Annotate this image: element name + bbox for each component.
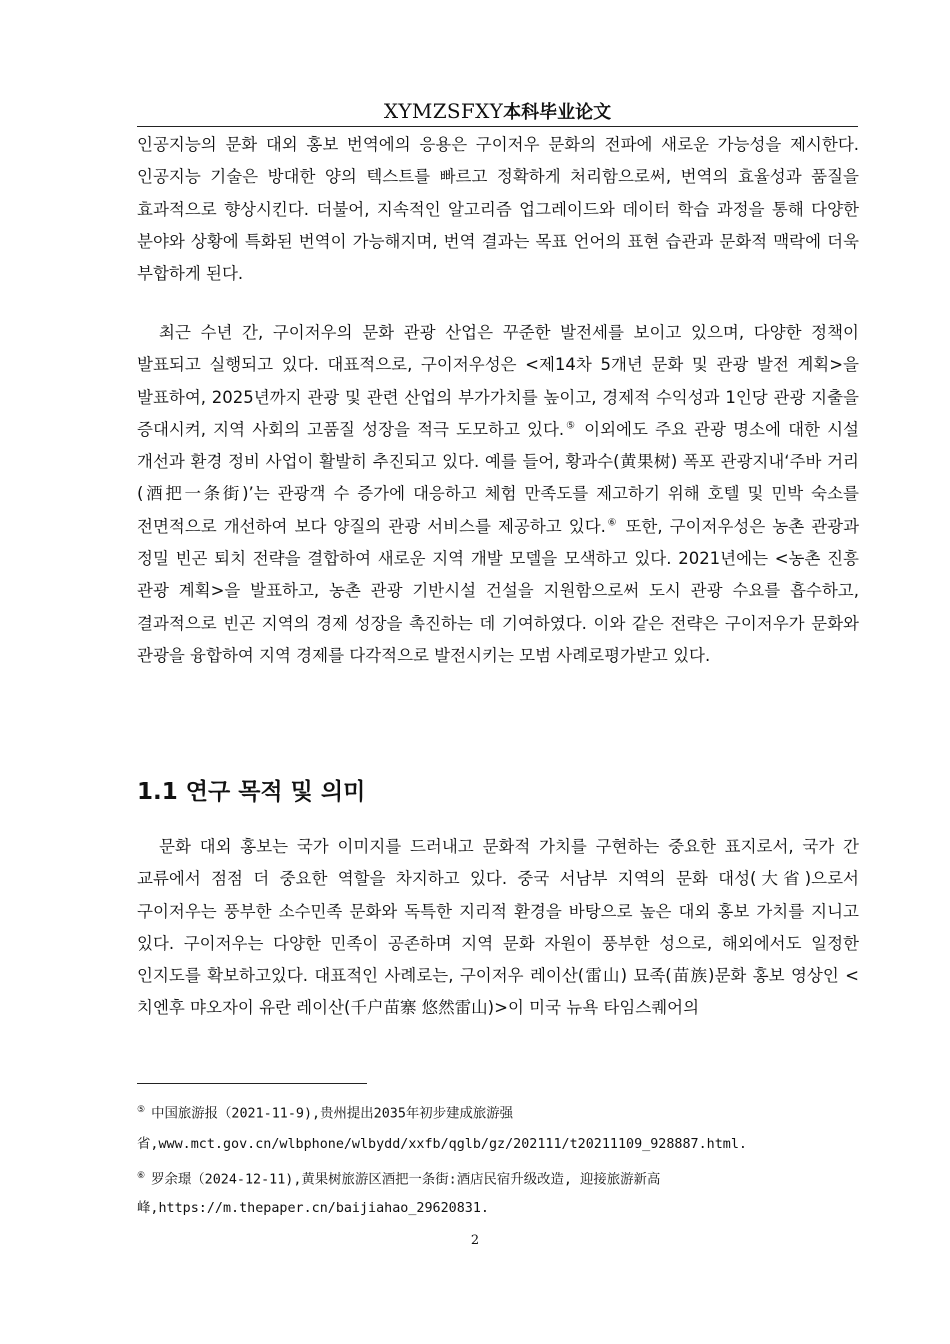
paragraph-cultural-promotion: 문화 대외 홍보는 국가 이미지를 드러내고 문화적 가치를 구현하는 중요한 표지로서, 국가 간 교류에서 점점 더 중요한 역할을 차지하고 있다. 중국 서남부 지역의 문화 대성(大省)으로서 구이저우는 풍부한 소수민족 문화와 독특한 지리적 환경을 바탕으로 높은 대외 홍보 가치를 지니고 있다. 구이저우는 다양한 민족이 공존하며 지역 문화 자원이 풍부한 성으로, 해외에서도 일정한 인지도를 확보하고있다. 대표적인 사례로는, 구이저우 레이산(雷山) 묘족(苗族)문화 홍보 영상인 <치엔후 먀오자이 유란 레이산(千户苗寨 悠然雷山)>이 미국 뉴욕 타임스퀘어의 xyxy=(137,837,859,1018)
header-title: 本科毕业论文 xyxy=(503,102,612,123)
header-code: XYMZSFXY xyxy=(383,99,504,123)
footnote-mark: ⑥ xyxy=(137,1171,146,1181)
footnote-6-url[interactable]: 峰,https://m.thepaper.cn/baijiahao_29620831. xyxy=(137,1201,489,1216)
running-header xyxy=(137,96,858,127)
paragraph-text: 최근 수년 간, 구이저우의 문화 관광 산업은 꾸준한 발전세를 보이고 있으며, 다양한 정책이 발표되고 실행되고 있다. 대표적으로, 구이저우성은 <제14차 5개년 문화 및 관광 발전 계획>을 발표하여, 2025년까지 관광 및 관련 산업의 부가가치를 높이고, 경제적 수익성과 1인당 관광 지출을 증대시켜, 지역 사회의 고품질 성장을 적극 도모하고 있다. xyxy=(137,323,859,439)
footnote-5-url[interactable]: 省,www.mct.gov.cn/wlbphone/wlbydd/xxfb/qglb/gz/202111/t20211109_928887.html. xyxy=(137,1137,747,1152)
paragraph-ai-translation: 인공지능의 문화 대외 홍보 번역에의 응용은 구이저우 문화의 전파에 새로운 가능성을 제시한다. 인공지능 기술은 방대한 양의 텍스트를 빠르고 정확하게 처리함으로써, 번역의 효율성과 품질을 효과적으로 향상시킨다. 더불어, 지속적인 알고리즘 업그레이드와 데이터 학습 과정을 통해 다양한 분야와 상황에 특화된 번역이 가능해지며, 번역 결과는 목표 언어의 표현 습관과 문화적 맥락에 더욱 부합하게 된다. xyxy=(137,135,859,284)
footnote-text: 中国旅游报（2021-11-9),贵州提出2035年初步建成旅游强 xyxy=(151,1106,514,1122)
footnote-6 xyxy=(137,1167,859,1189)
footnote-mark: ⑤ xyxy=(137,1105,146,1115)
paragraph-text: 이외에도 주요 관광 명소에 대한 시설 개선과 환경 정비 사업이 활발히 추진되고 있다. 예를 들어, 황과수(黄果树) 폭포 관광지내‘주바 거리(酒把一条街)’는 관광객 수 증가에 대응하고 체험 만족도를 제고하기 위해 호텔 및 민박 숙소를 전면적으로 개선하여 보다 양질의 관광 서비스를 제공하고 있다. xyxy=(137,419,860,536)
paragraph-tourism-policy xyxy=(137,317,859,672)
footnote-divider xyxy=(137,1083,367,1084)
page-number: 2 xyxy=(470,1233,480,1248)
footnote-ref-6[interactable]: ⑥ xyxy=(605,517,619,529)
footnote-ref-5[interactable]: ⑤ xyxy=(564,420,577,432)
paragraph-text: 또한, 구이저우성은 농촌 관광과 정밀 빈곤 퇴치 전략을 결합하여 새로운 지역 개발 모델을 모색하고 있다. 2021년에는 <농촌 진흥 관광 계획>을 발표하고, 농촌 관광 기반시설 건설을 지원함으로써 도시 관광 수요를 흡수하고, 결과적으로 빈곤 지역의 경제 성장을 촉진하는 데 기여하였다. 이와 같은 전략은 구이저우가 문화와 관광을 융합하여 지역 경제를 다각적으로 발전시키는 모범 사례로평가받고 있다. xyxy=(137,516,860,665)
footnote-5 xyxy=(137,1101,859,1123)
section-heading: 1.1 연구 목적 및 의미 xyxy=(137,779,366,805)
footnote-text: 罗余璟（2024-12-11),黄果树旅游区酒把一条街:酒店民宿升级改造, 迎接旅游新高 xyxy=(151,1172,661,1188)
